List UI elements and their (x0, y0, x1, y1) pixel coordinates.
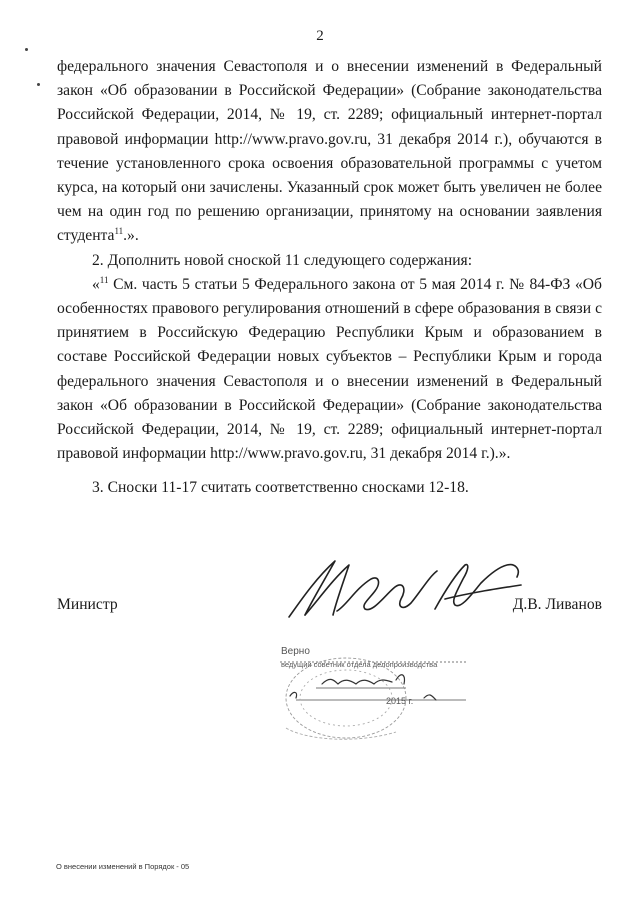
stamp-label: Верно (281, 646, 310, 657)
page-number: 2 (316, 28, 324, 44)
stamp-department: ведущий советник отдела делопроизводства (281, 660, 438, 669)
paragraph-footnote-text: «$^{11}$ См. часть 5 статьи 5 Федерального закона от 5 мая 2014 г. № 84-ФЗ «Об особенностях правового регулирования отношений в сфере образования в связи с принятием в Российскую Федерацию Республики Крым и образованием в составе Российской Федерации новых субъектов – Республики Крым и города федерального значения Севастополя и о внесении изменений в Федеральный закон «Об образовании в Российской Федерации» (Собрание законодательства Российской Федерации, 2014, № 19, ст. 2289; официальный интернет-портал правовой информации http://www.pravo.gov.ru, 31 декабря 2014 г.).». (57, 274, 602, 463)
paragraph-item-2: 2. Дополнить новой сноской 11 следующего содержания: (92, 251, 473, 269)
scan-speck (37, 83, 40, 86)
signer-name: Д.В. Ливанов (512, 596, 602, 613)
scan-speck (25, 48, 28, 51)
handwritten-signature (285, 555, 545, 625)
document-body (57, 55, 602, 501)
certification-stamp (276, 636, 476, 746)
footer-note: О внесении изменений в Порядок - 05 (56, 862, 190, 871)
stamp-year: 2015 г. (386, 696, 414, 706)
paragraph-item-3: 3. Сноски 11-17 считать соответственно сносками 12-18. (92, 479, 469, 497)
signer-title: Министр (57, 596, 118, 613)
footnote-mark: 11 (114, 226, 124, 237)
footnote-mark: 11 (99, 274, 109, 285)
paragraph-continuation: федерального значения Севастополя и о внесении изменений в Федеральный закон «Об образовании в Российской Федерации» (Собрание законодательства Российской Федерации, 2014, № 19, ст. 2289; официальный интернет-портал правовой информации http://www.pravo.gov.ru, 31 декабря 2014 г.), обучаются в течение установленного срока освоения образовательной программы с учетом курса, на который они зачислены. Указанный срок может быть увеличен не более чем на один год по решению организации, принятому на основании заявления студента$^{11}$.». (57, 58, 602, 245)
